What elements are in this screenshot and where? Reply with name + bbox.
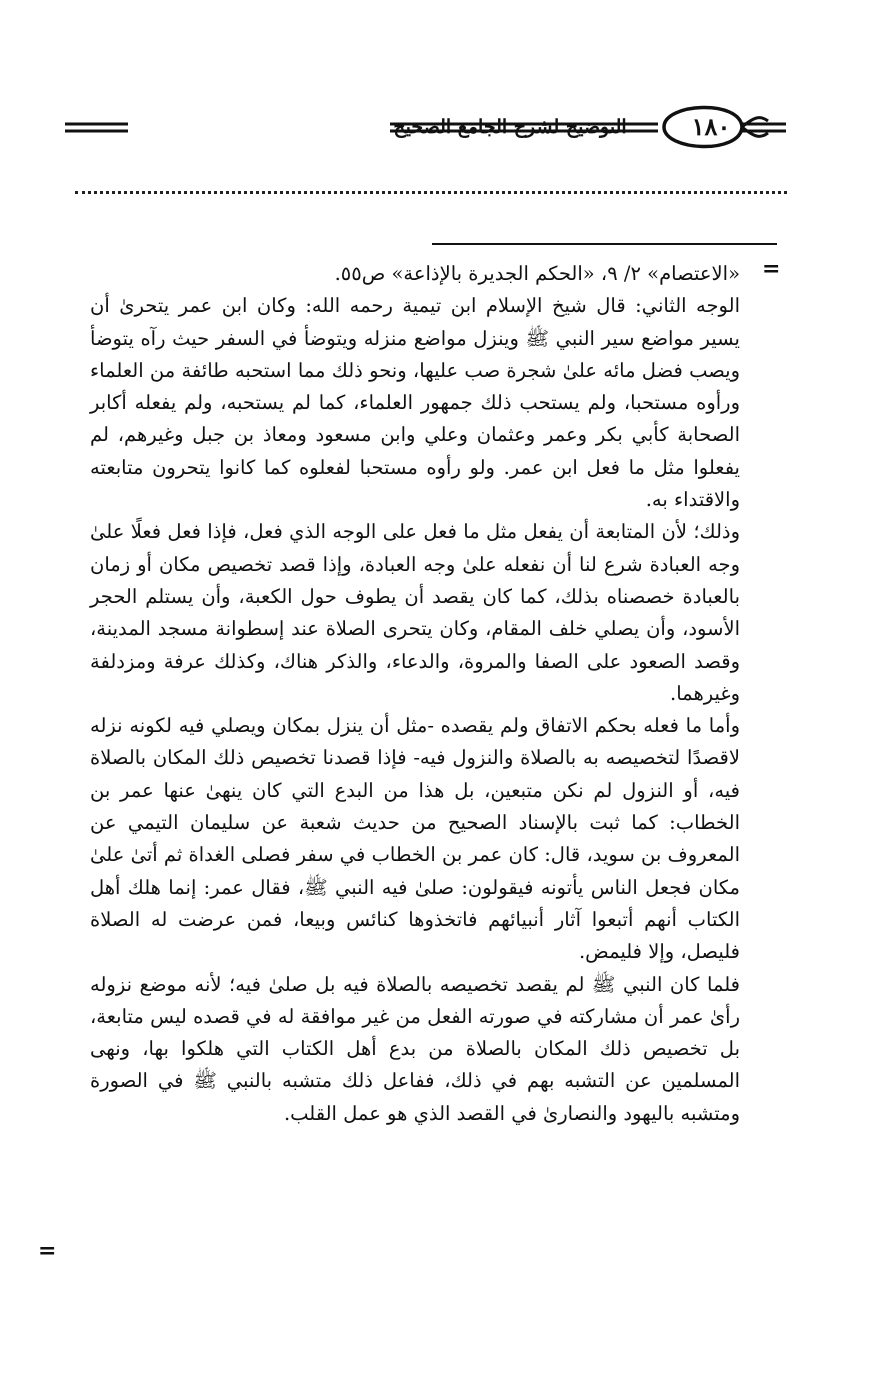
paragraph-3: وأما ما فعله بحكم الاتفاق ولم يقصده -مثل أن ينزل بمكان ويصلي فيه لكونه نزله لاقصدًا لتخصيصه به بالصلاة والنزول فيه- فإذا قصدنا تخصيص ذلك المكان بالصلاة فيه، أو النزول لم نكن متبعين، بل هذا من البدع التي كان ينهىٰ عنها عمر بن الخطاب: كما ثبت بالإسناد الصحيح من حديث شعبة عن سليمان التيمي عن المعروف بن سويد، قال: كان عمر بن الخطاب في سفر فصلى الغداة ثم أتىٰ علىٰ مكان فجعل الناس يأتونه فيقولون: صلىٰ فيه النبي ﷺ، فقال عمر: إنما هلك أهل الكتاب أنهم أتبعوا آثار أنبيائهم فاتخذوها كنائس وبيعا، فمن عرضت له الصلاة فليصل، وإلا فليمض. bbox=[90, 714, 740, 964]
footnote-separator bbox=[432, 243, 777, 245]
footnote-continuation-text: «الاعتصام» ٢/ ٩، «الحكم الجديرة بالإذاعة» ص٥٥. bbox=[334, 262, 740, 285]
page-end-continuation-mark: = bbox=[38, 1238, 57, 1264]
paragraph-2: وذلك؛ لأن المتابعة أن يفعل مثل ما فعل على الوجه الذي فعل، فإذا فعل فعلًا علىٰ وجه العبادة شرع لنا أن نفعله علىٰ وجه العبادة، وإذا قصد تخصيص مكان أو زمان بالعبادة خصصناه بذلك، كما كان يقصد أن يطوف حول الكعبة، وأن يستلم الحجر الأسود، وأن يصلي خلف المقام، وكان يتحرى الصلاة عند إسطوانة مسجد المدينة، وقصد الصعود على الصفا والمروة، والدعاء، والذكر هناك، وكذلك عرفة ومزدلفة وغيرهما. bbox=[90, 520, 740, 705]
footnote-continuation-mark: = bbox=[762, 256, 781, 282]
header-dotted-divider bbox=[75, 191, 787, 194]
paragraph-4: فلما كان النبي ﷺ لم يقصد تخصيصه بالصلاة فيه بل صلىٰ فيه؛ لأنه موضع نزوله رأىٰ عمر أن مشاركته في صورته الفعل من غير موافقة له في قصده ليس متابعة، بل تخصيص ذلك المكان بالصلاة من بدع أهل الكتاب التي هلكوا بها، ونهى المسلمين عن التشبه بهم في ذلك، ففاعل ذلك متشبه بالنبي ﷺ في الصورة ومتشبه باليهود والنصارىٰ في القصد الذي هو عمل القلب. bbox=[90, 972, 740, 1125]
page-number: ١٨٠ bbox=[691, 112, 731, 141]
paragraph-1: الوجه الثاني: قال شيخ الإسلام ابن تيمية رحمه الله: وكان ابن عمر يتحرىٰ أن يسير مواضع سير النبي ﷺ وينزل مواضع منزله ويتوضأ في السفر حيث رآه يتوضأ ويصب فضل مائه علىٰ شجرة صب عليها، ونحو ذلك مما استحبه طائفة من العلماء ورأوه مستحبا، ولم يستحب ذلك جمهور العلماء، كما لم يستحبه، ولم يفعله أكابر الصحابة كأبي بكر وعمر وعثمان وعلي وابن مسعود ومعاذ بن جبل وغيرهم، لم يفعلوا مثل ما فعل ابن عمر. ولو رأوه مستحبا لفعلوه كما كانوا يتحرون متابعته والاقتداء به. bbox=[90, 294, 740, 512]
running-title: التوضيح لشرح الجامع الصحيح bbox=[393, 116, 627, 138]
page-body bbox=[90, 258, 740, 1130]
page-header bbox=[60, 95, 790, 165]
